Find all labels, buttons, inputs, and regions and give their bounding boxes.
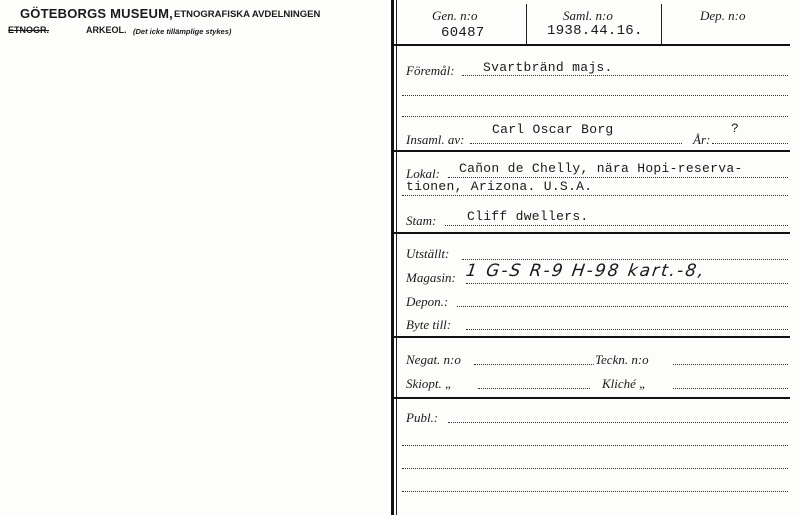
foremal-label: Föremål: [406,63,455,78]
kliche-label: Kliché „ [602,376,647,391]
card-divider-thin [396,0,397,515]
lokal-value-2: tionen, Arizona. U.S.A. [406,179,593,194]
magasin-label: Magasin: [406,270,456,285]
publ-line-2 [402,445,788,446]
publ-line-4 [402,491,788,492]
negat-line [474,364,594,365]
lokal-line-2 [402,195,788,196]
utstallt-label: Utställt: [406,246,450,261]
lokal-label: Lokal: [406,166,440,181]
teckn-line [673,364,788,365]
teckn-label: Teckn. n:o [595,352,649,367]
saml-no-value: 1938.44.16. [547,23,643,39]
lokal-line [448,177,788,178]
foremal-line [462,75,788,76]
stam-line [445,225,788,226]
byte-line [466,329,788,330]
magasin-line [466,283,788,284]
insaml-value: Carl Oscar Borg [492,122,614,137]
gen-no-label: Gen. n:o [432,8,478,23]
ar-label: År: [693,132,711,147]
foremal-line-3 [402,116,788,117]
ar-line [712,143,788,144]
depon-line [457,306,788,307]
rule-media [392,397,790,399]
stam-label: Stam: [406,213,437,228]
kliche-line [673,388,788,389]
ar-value: ? [731,121,740,136]
number-col-divider-2 [661,4,662,44]
gen-no-value: 60487 [441,25,485,41]
stam-value: Cliff dwellers. [467,209,589,224]
number-col-divider-1 [526,4,527,44]
foremal-value: Svartbränd majs. [483,60,613,75]
skiopt-label: Skiopt. „ [406,376,453,391]
insaml-label: Insaml. av: [406,132,465,147]
saml-no-label: Saml. n:o [563,8,613,23]
rule-insaml [392,150,790,152]
utstallt-line [462,259,788,260]
insaml-line [470,143,682,144]
arkeol-label: ARKEOL. [86,25,127,35]
magasin-value: 1 G-S R-9 H-98 kart.-8, [464,261,707,281]
lokal-value-1: Cañon de Chelly, nära Hopi-reserva- [459,161,743,176]
etnogr-label: ETNOGR. [8,25,50,35]
byte-label: Byte till: [406,317,452,332]
strike-note: (Det icke tillämplige stykes) [133,26,232,36]
publ-line-3 [402,468,788,469]
dep-no-label: Dep. n:o [700,8,746,23]
museum-name: GÖTEBORGS MUSEUM, [20,6,173,21]
publ-label: Publ.: [406,410,439,425]
depon-label: Depon.: [406,294,449,309]
department-name: ETNOGRAFISKA AVDELNINGEN [174,9,321,20]
rule-depot [392,336,790,338]
card-divider [391,0,394,515]
publ-line [448,422,788,423]
rule-numbers [392,44,790,46]
skiopt-line [478,388,590,389]
negat-label: Negat. n:o [406,352,461,367]
foremal-line-2 [402,95,788,96]
rule-stam [392,232,790,234]
